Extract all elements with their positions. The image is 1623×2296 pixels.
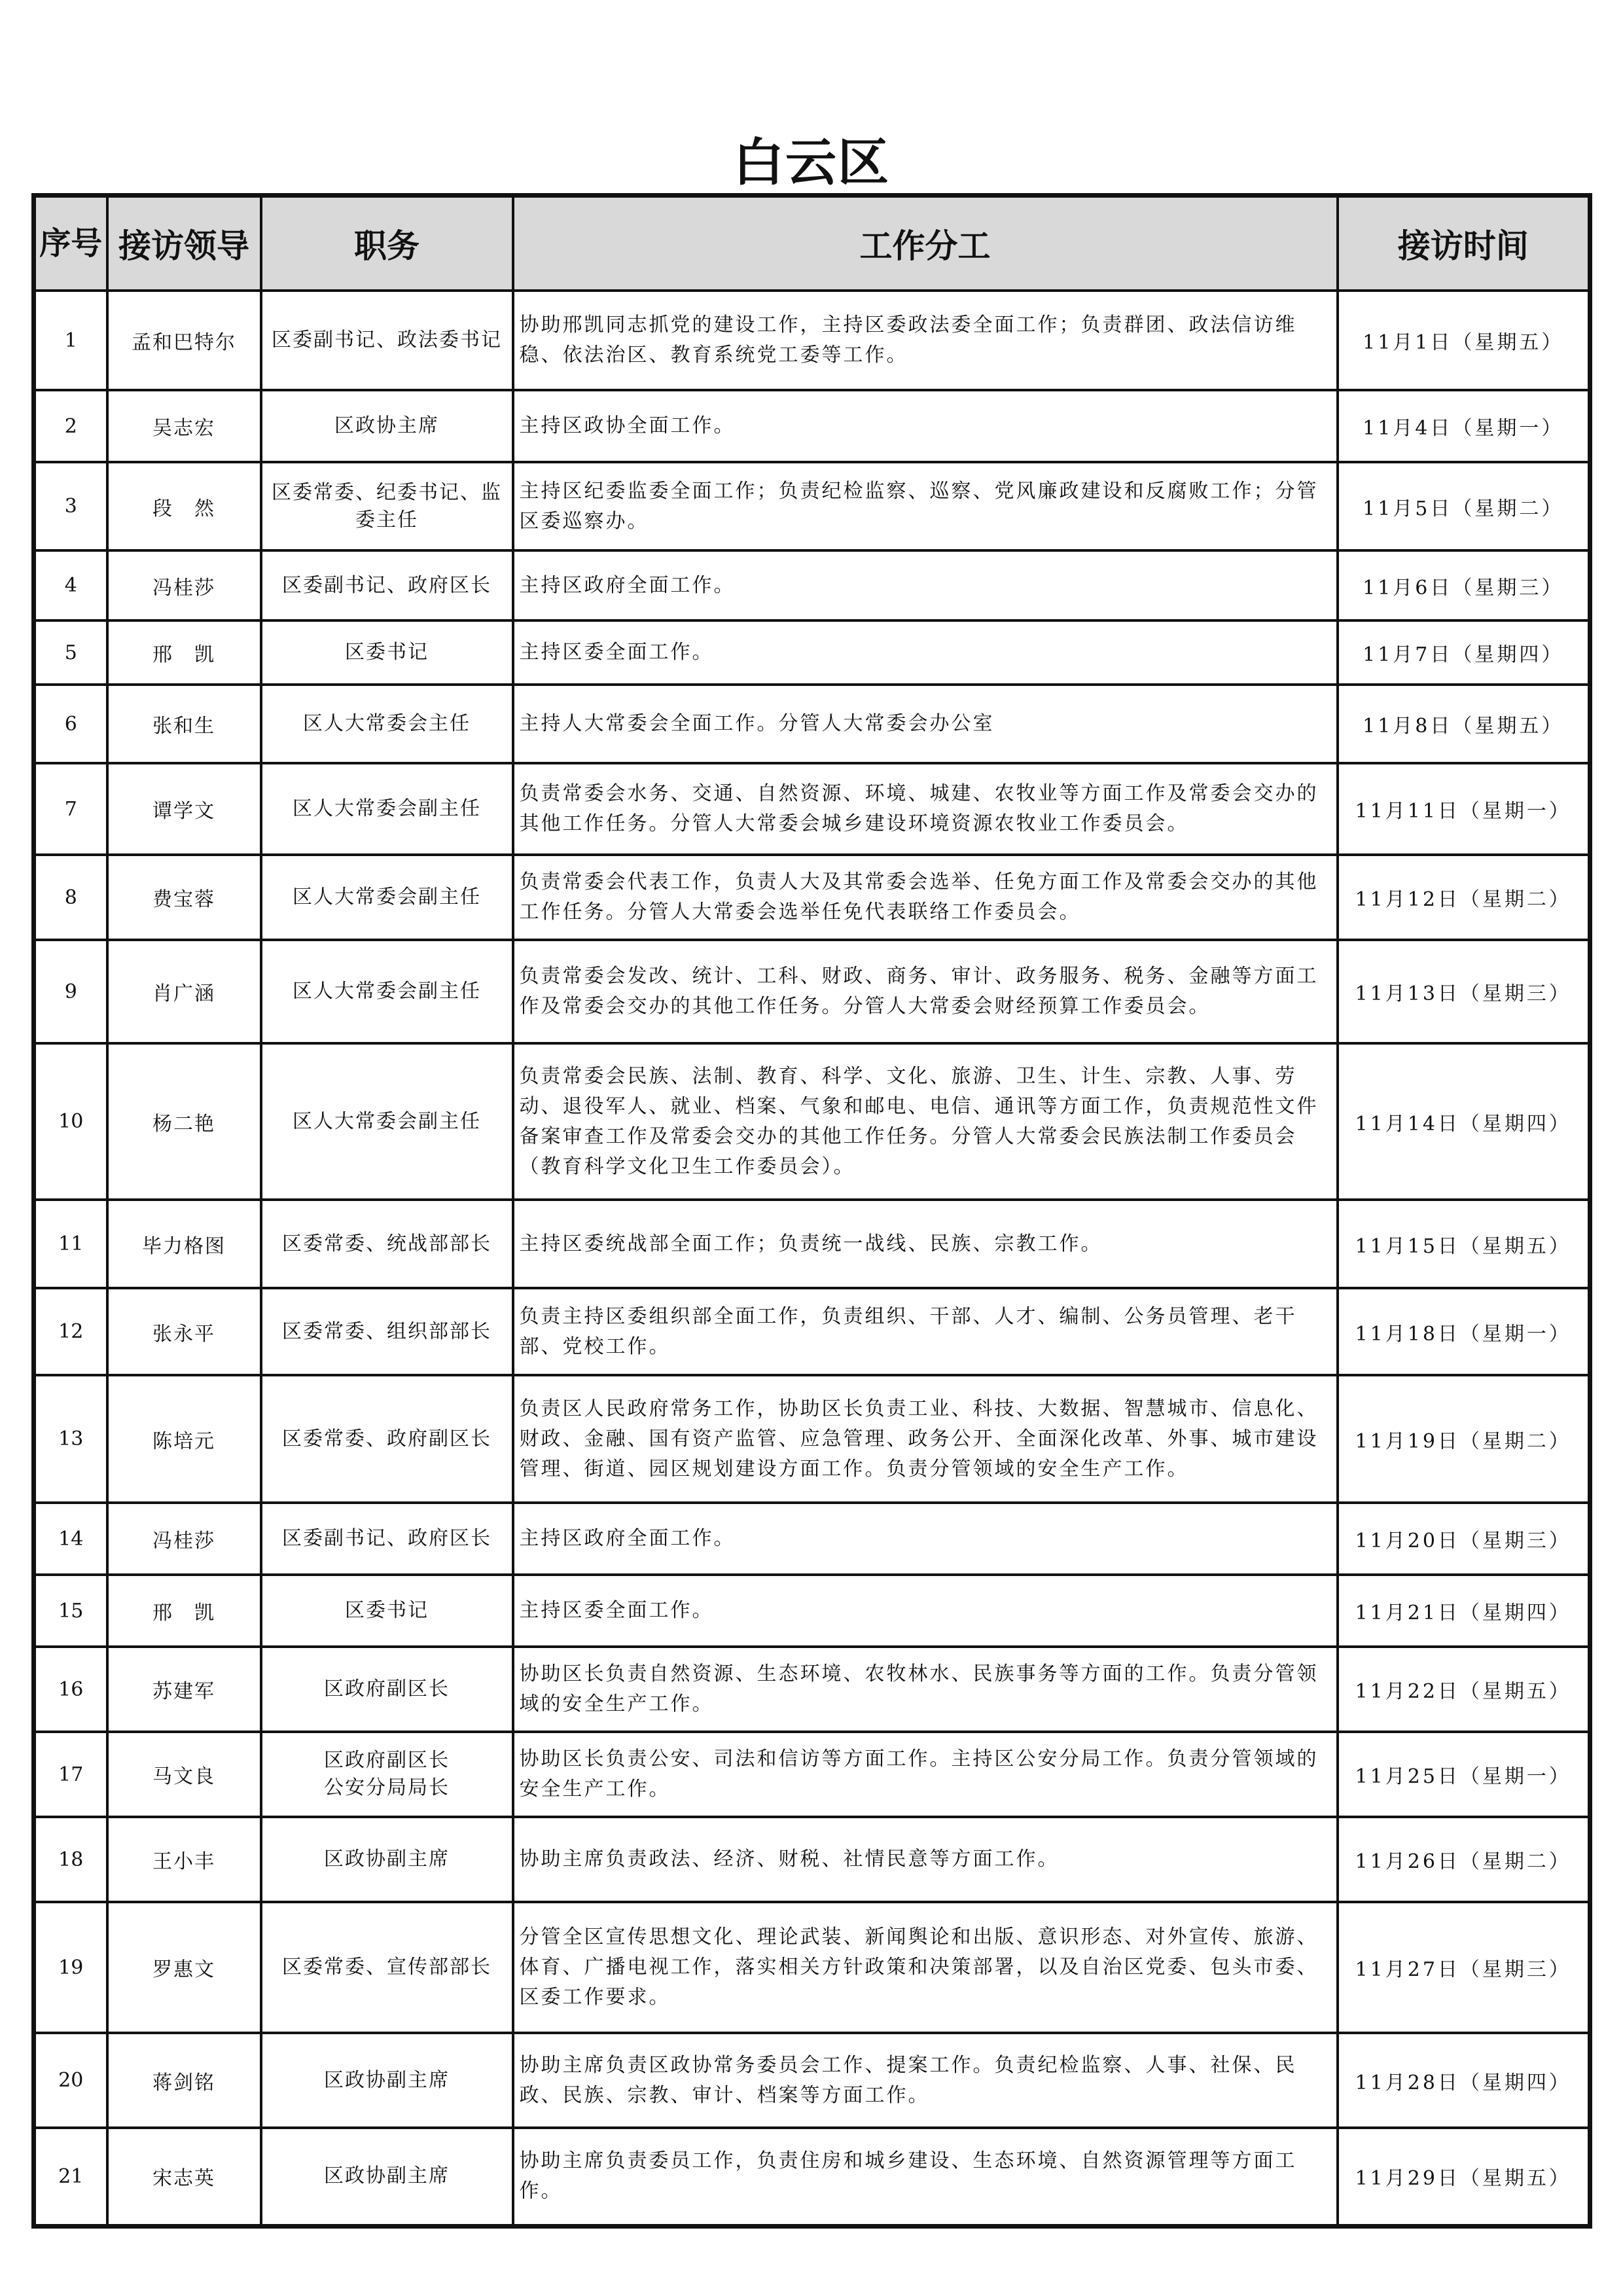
leader-name: 张和生 [107, 685, 261, 763]
position: 区政协副主席 [261, 2128, 513, 2226]
position: 区政协副主席 [261, 1817, 513, 1902]
row-number: 3 [34, 462, 107, 550]
reception-time: 11月21日（星期四） [1338, 1575, 1590, 1647]
position: 区委书记 [261, 620, 513, 685]
work-division: 负责常委会水务、交通、自然资源、环境、城建、农牧业等方面工作及常委会交办的其他工作任务。分管人大常委会城乡建设环境资源农牧业工作委员会。 [513, 763, 1338, 855]
row-number: 13 [34, 1375, 107, 1503]
reception-time: 11月27日（星期三） [1338, 1902, 1590, 2033]
work-division: 负责常委会发改、统计、工科、财政、商务、审计、政务服务、税务、金融等方面工作及常委会交办的其他工作任务。分管人大常委会财经预算工作委员会。 [513, 940, 1338, 1043]
table-row [34, 1902, 1590, 2033]
position: 区政协副主席 [261, 2033, 513, 2128]
row-number: 6 [34, 685, 107, 763]
table-body [34, 291, 1590, 2226]
table-row [34, 1375, 1590, 1503]
reception-time: 11月19日（星期二） [1338, 1375, 1590, 1503]
table-row [34, 763, 1590, 855]
position: 区政府副区长 [261, 1647, 513, 1732]
reception-time: 11月5日（星期二） [1338, 462, 1590, 550]
table-row [34, 1575, 1590, 1647]
position: 区委副书记、政府区长 [261, 1503, 513, 1575]
table-row [34, 1503, 1590, 1575]
row-number: 10 [34, 1043, 107, 1200]
work-division: 负责区人民政府常务工作，协助区长负责工业、科技、大数据、智慧城市、信息化、财政、金融、国有资产监管、应急管理、政务公开、全面深化改革、外事、城市建设管理、街道、园区规划建设方面工作。负责分管领域的安全生产工作。 [513, 1375, 1338, 1503]
leader-name: 杨二艳 [107, 1043, 261, 1200]
reception-time: 11月25日（星期一） [1338, 1732, 1590, 1817]
header-position: 职务 [261, 196, 513, 291]
leader-name: 段 然 [107, 462, 261, 550]
leader-name: 邢 凯 [107, 620, 261, 685]
reception-time: 11月7日（星期四） [1338, 620, 1590, 685]
position: 区人大常委会副主任 [261, 763, 513, 855]
table-row [34, 1288, 1590, 1375]
row-number: 19 [34, 1902, 107, 2033]
reception-time: 11月4日（星期一） [1338, 390, 1590, 462]
leader-name: 费宝蓉 [107, 855, 261, 940]
work-division: 主持区政协全面工作。 [513, 390, 1338, 462]
position: 区委书记 [261, 1575, 513, 1647]
leader-name: 谭学文 [107, 763, 261, 855]
work-division: 协助主席负责区政协常务委员会工作、提案工作。负责纪检监察、人事、社保、民政、民族、宗教、审计、档案等方面工作。 [513, 2033, 1338, 2128]
row-number: 1 [34, 291, 107, 390]
reception-time: 11月28日（星期四） [1338, 2033, 1590, 2128]
position: 区人大常委会主任 [261, 685, 513, 763]
reception-time: 11月15日（星期五） [1338, 1200, 1590, 1288]
table-row [34, 1200, 1590, 1288]
work-division: 协助邢凯同志抓党的建设工作，主持区委政法委全面工作；负责群团、政法信访维稳、依法治区、教育系统党工委等工作。 [513, 291, 1338, 390]
leader-name: 邢 凯 [107, 1575, 261, 1647]
leader-name: 肖广涵 [107, 940, 261, 1043]
leader-name: 冯桂莎 [107, 1503, 261, 1575]
work-division: 协助区长负责公安、司法和信访等方面工作。主持区公安分局工作。负责分管领域的安全生产工作。 [513, 1732, 1338, 1817]
position: 区委常委、政府副区长 [261, 1375, 513, 1503]
work-division: 主持区政府全面工作。 [513, 550, 1338, 620]
leader-name: 冯桂莎 [107, 550, 261, 620]
reception-time: 11月22日（星期五） [1338, 1647, 1590, 1732]
table-row [34, 620, 1590, 685]
table-row [34, 1043, 1590, 1200]
row-number: 7 [34, 763, 107, 855]
leader-name: 蒋剑铭 [107, 2033, 261, 2128]
table-row [34, 550, 1590, 620]
leader-name: 苏建军 [107, 1647, 261, 1732]
reception-time: 11月14日（星期四） [1338, 1043, 1590, 1200]
reception-time: 11月12日（星期二） [1338, 855, 1590, 940]
reception-time: 11月1日（星期五） [1338, 291, 1590, 390]
work-division: 主持区委全面工作。 [513, 620, 1338, 685]
position: 区委常委、统战部部长 [261, 1200, 513, 1288]
table-row [34, 685, 1590, 763]
work-division: 主持区委全面工作。 [513, 1575, 1338, 1647]
header-row [34, 196, 1590, 291]
table-row [34, 390, 1590, 462]
row-number: 11 [34, 1200, 107, 1288]
leader-name: 宋志英 [107, 2128, 261, 2226]
reception-time: 11月13日（星期三） [1338, 940, 1590, 1043]
row-number: 17 [34, 1732, 107, 1817]
position: 区委副书记、政法委书记 [261, 291, 513, 390]
work-division: 负责常委会民族、法制、教育、科学、文化、旅游、卫生、计生、宗教、人事、劳动、退役军人、就业、档案、气象和邮电、电信、通讯等方面工作，负责规范性文件备案审查工作及常委会交办的其他工作任务。分管人大常委会民族法制工作委员会（教育科学文化卫生工作委员会）。 [513, 1043, 1338, 1200]
row-number: 8 [34, 855, 107, 940]
row-number: 5 [34, 620, 107, 685]
position: 区人大常委会副主任 [261, 940, 513, 1043]
position: 区委常委、组织部部长 [261, 1288, 513, 1375]
row-number: 9 [34, 940, 107, 1043]
position: 区人大常委会副主任 [261, 855, 513, 940]
reception-time: 11月29日（星期五） [1338, 2128, 1590, 2226]
leader-name: 毕力格图 [107, 1200, 261, 1288]
header-seq: 序号 [34, 196, 107, 291]
leader-name: 吴志宏 [107, 390, 261, 462]
table-row [34, 2128, 1590, 2226]
reception-time: 11月18日（星期一） [1338, 1288, 1590, 1375]
work-division: 负责主持区委组织部全面工作，负责组织、干部、人才、编制、公务员管理、老干部、党校工作。 [513, 1288, 1338, 1375]
table-row [34, 2033, 1590, 2128]
work-division: 负责常委会代表工作，负责人大及其常委会选举、任免方面工作及常委会交办的其他工作任务。分管人大常委会选举任免代表联络工作委员会。 [513, 855, 1338, 940]
header-leader: 接访领导 [107, 196, 261, 291]
work-division: 分管全区宣传思想文化、理论武装、新闻舆论和出版、意识形态、对外宣传、旅游、体育、广播电视工作，落实相关方针政策和决策部署，以及自治区党委、包头市委、区委工作要求。 [513, 1902, 1338, 2033]
position: 区政协主席 [261, 390, 513, 462]
work-division: 主持区纪委监委全面工作；负责纪检监察、巡察、党风廉政建设和反腐败工作；分管区委巡察办。 [513, 462, 1338, 550]
leader-name: 孟和巴特尔 [107, 291, 261, 390]
header-time: 接访时间 [1338, 196, 1590, 291]
page-title: 白云区 [732, 134, 890, 192]
row-number: 2 [34, 390, 107, 462]
leader-name: 王小丰 [107, 1817, 261, 1902]
work-division: 协助主席负责委员工作，负责住房和城乡建设、生态环境、自然资源管理等方面工作。 [513, 2128, 1338, 2226]
leader-name: 陈培元 [107, 1375, 261, 1503]
leader-name: 张永平 [107, 1288, 261, 1375]
work-division: 协助区长负责自然资源、生态环境、农牧林水、民族事务等方面的工作。负责分管领域的安全生产工作。 [513, 1647, 1338, 1732]
table-row [34, 462, 1590, 550]
row-number: 18 [34, 1817, 107, 1902]
table-row [34, 1817, 1590, 1902]
work-division: 协助主席负责政法、经济、财税、社情民意等方面工作。 [513, 1817, 1338, 1902]
position: 区委常委、纪委书记、监委主任 [261, 462, 513, 550]
row-number: 4 [34, 550, 107, 620]
row-number: 16 [34, 1647, 107, 1732]
position: 区委常委、宣传部部长 [261, 1902, 513, 2033]
row-number: 12 [34, 1288, 107, 1375]
work-division: 主持区政府全面工作。 [513, 1503, 1338, 1575]
position: 区委副书记、政府区长 [261, 550, 513, 620]
row-number: 15 [34, 1575, 107, 1647]
reception-time: 11月26日（星期二） [1338, 1817, 1590, 1902]
work-division: 主持人大常委会全面工作。分管人大常委会办公室 [513, 685, 1338, 763]
reception-time: 11月11日（星期一） [1338, 763, 1590, 855]
row-number: 14 [34, 1503, 107, 1575]
leader-name: 马文良 [107, 1732, 261, 1817]
header-work: 工作分工 [513, 196, 1338, 291]
work-division: 主持区委统战部全面工作；负责统一战线、民族、宗教工作。 [513, 1200, 1338, 1288]
reception-time: 11月8日（星期五） [1338, 685, 1590, 763]
row-number: 20 [34, 2033, 107, 2128]
reception-time: 11月6日（星期三） [1338, 550, 1590, 620]
table-row [34, 291, 1590, 390]
reception-schedule-table [31, 193, 1592, 2229]
row-number: 21 [34, 2128, 107, 2226]
leader-name: 罗惠文 [107, 1902, 261, 2033]
table-row [34, 1647, 1590, 1732]
position: 区人大常委会副主任 [261, 1043, 513, 1200]
table-row [34, 1732, 1590, 1817]
table-row [34, 940, 1590, 1043]
table-row [34, 855, 1590, 940]
position: 区政府副区长 公安分局局长 [261, 1732, 513, 1817]
reception-time: 11月20日（星期三） [1338, 1503, 1590, 1575]
